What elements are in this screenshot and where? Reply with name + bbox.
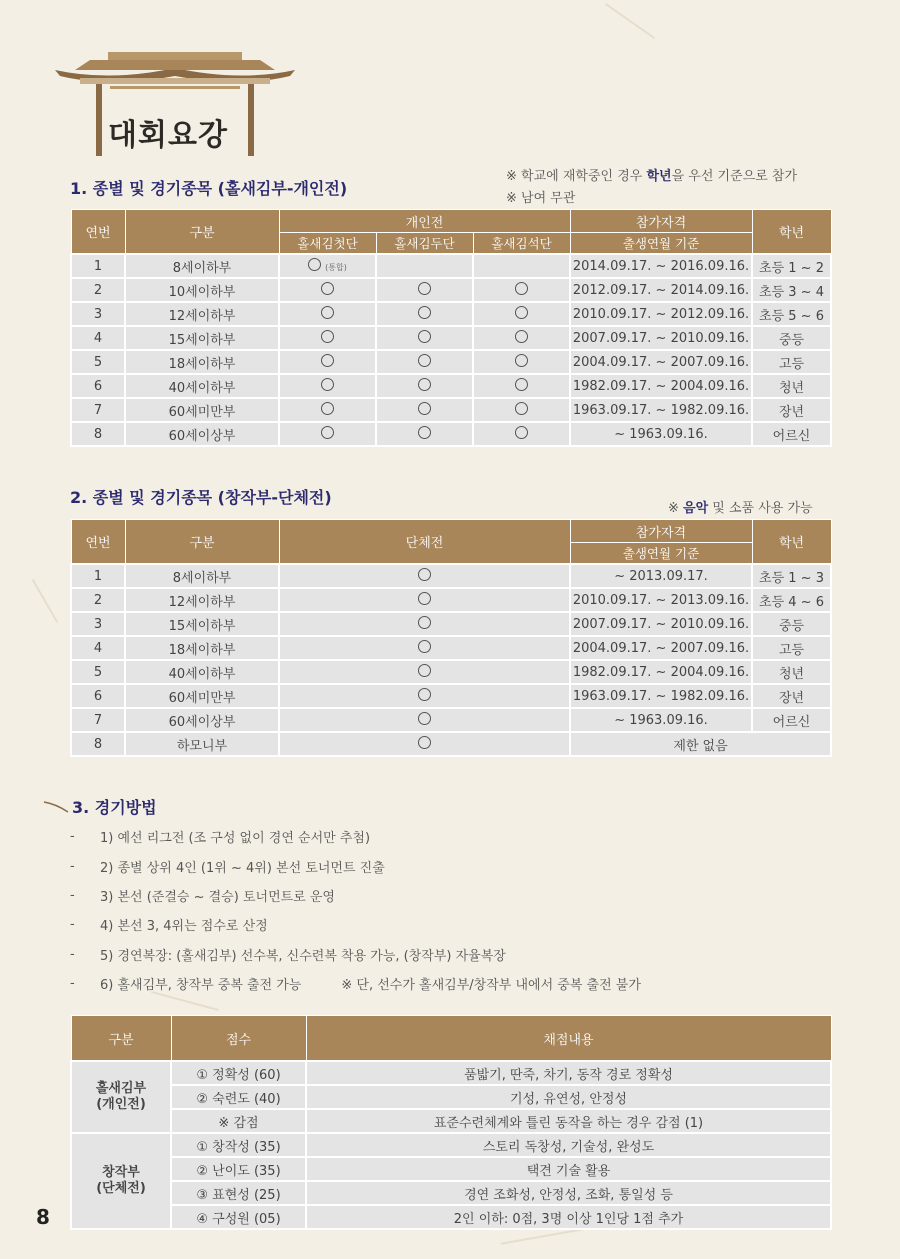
group1-label: 홀새김부 (개인전) (71, 1061, 171, 1133)
header-content: 채점내용 (306, 1016, 831, 1062)
header-individual: 개인전 (279, 210, 570, 233)
header-event2: 홀새김두단 (376, 233, 473, 255)
cell-event1 (279, 326, 376, 350)
cell-no: 2 (71, 588, 125, 612)
cell-grade: 어르신 (752, 708, 831, 732)
cell-no: 2 (71, 278, 125, 302)
cell-birth: 1963.09.17. ~ 1982.09.16. (570, 398, 752, 422)
table-row (71, 374, 831, 398)
circle-mark-icon (321, 402, 334, 415)
cell-event2 (376, 302, 473, 326)
cell-category: 18세이하부 (125, 636, 279, 660)
section1-note2: ※ 남여 무관 (506, 191, 576, 206)
cell-grade: 청년 (752, 374, 831, 398)
header-grade: 학년 (752, 520, 831, 565)
cell-team (279, 684, 570, 708)
cell-birth: ~ 1963.09.16. (570, 422, 752, 446)
cell-category: 12세이하부 (125, 588, 279, 612)
header-no: 연번 (71, 210, 125, 255)
cell-event3 (473, 398, 570, 422)
cell-event2 (376, 350, 473, 374)
cell-event2 (376, 326, 473, 350)
circle-mark-icon (321, 354, 334, 367)
cell-grade: 청년 (752, 660, 831, 684)
cell-no: 5 (71, 350, 125, 374)
section1-title: 1. 종별 및 경기종목 (홀새김부-개인전) (70, 179, 348, 198)
cell-category: 10세이하부 (125, 278, 279, 302)
cell-team (279, 588, 570, 612)
cell-event3 (473, 254, 570, 278)
cell-birth: 2004.09.17. ~ 2007.09.16. (570, 350, 752, 374)
cell-content: 스토리 독창성, 기술성, 완성도 (306, 1133, 831, 1157)
cell-content: 2인 이하: 0점, 3명 이상 1인당 1점 추가 (306, 1205, 831, 1229)
circle-mark-icon (418, 378, 431, 391)
section3-title: 3. 경기방법 (72, 798, 157, 817)
circle-mark-icon (515, 378, 528, 391)
circle-mark-icon (418, 568, 431, 581)
circle-mark-icon (321, 306, 334, 319)
cell-category: 60세이상부 (125, 708, 279, 732)
cell-no-limit: 제한 없음 (570, 732, 831, 756)
cell-event2 (376, 254, 473, 278)
header-grade: 학년 (752, 210, 831, 255)
table-row (71, 326, 831, 350)
header-score: 점수 (171, 1016, 306, 1062)
cell-event2 (376, 422, 473, 446)
table-row (71, 564, 831, 588)
cell-grade: 초등 4 ~ 6 (752, 588, 831, 612)
cell-event3 (473, 422, 570, 446)
table-row (71, 1181, 831, 1205)
cell-birth: 1963.09.17. ~ 1982.09.16. (570, 684, 752, 708)
cell-event3 (473, 374, 570, 398)
table-row (71, 1061, 831, 1085)
cell-birth: 1982.09.17. ~ 2004.09.16. (570, 374, 752, 398)
circle-mark-icon (515, 306, 528, 319)
cell-grade: 초등 3 ~ 4 (752, 278, 831, 302)
list-item: - 3) 본선 (준결승 ~ 결승) 토너먼트로 운영 (70, 887, 335, 905)
table-row (71, 636, 831, 660)
cell-category: 60세이상부 (125, 422, 279, 446)
circle-mark-icon (418, 640, 431, 653)
cell-event2 (376, 398, 473, 422)
paper-fiber (605, 3, 655, 39)
header-event3: 홀새김석단 (473, 233, 570, 255)
team-table (70, 519, 832, 757)
cell-score: ② 난이도 (35) (171, 1157, 306, 1181)
header-no: 연번 (71, 520, 125, 565)
cell-birth: 1982.09.17. ~ 2004.09.16. (570, 660, 752, 684)
list-item: - 2) 종별 상위 4인 (1위 ~ 4위) 본선 토너먼트 진출 (70, 858, 385, 876)
header-eligibility: 참가자격 (570, 520, 752, 543)
table-row (71, 1109, 831, 1133)
circle-mark-icon (418, 330, 431, 343)
cell-content: 품밟기, 딴죽, 차기, 동작 경로 정확성 (306, 1061, 831, 1085)
circle-mark-icon (418, 306, 431, 319)
table-row (71, 422, 831, 446)
header-eligibility: 참가자격 (570, 210, 752, 233)
circle-mark-icon (418, 664, 431, 677)
circle-mark-icon (515, 330, 528, 343)
table-row (71, 660, 831, 684)
cell-grade: 초등 1 ~ 3 (752, 564, 831, 588)
table-row (71, 254, 831, 278)
table-row (71, 1157, 831, 1181)
cell-score: ① 정확성 (60) (171, 1061, 306, 1085)
list-item: - 6) 홀새김부, 창작부 중복 출전 가능 ※ 단, 선수가 홀새김부/창작부 내에서 중복 출전 불가 (70, 976, 641, 994)
cell-birth: ~ 1963.09.16. (570, 708, 752, 732)
circle-mark-icon (321, 378, 334, 391)
cell-no: 7 (71, 398, 125, 422)
individual-table (70, 209, 832, 447)
method-list (70, 822, 641, 998)
cell-event1 (279, 398, 376, 422)
cell-no: 1 (71, 254, 125, 278)
cell-event2 (376, 374, 473, 398)
cell-event1 (279, 302, 376, 326)
table-row (71, 684, 831, 708)
section2-title: 2. 종별 및 경기종목 (창작부-단체전) (70, 488, 332, 507)
table-row (71, 732, 831, 756)
table-row (71, 302, 831, 326)
circle-mark-icon (418, 402, 431, 415)
circle-mark-icon (418, 736, 431, 749)
paper-fiber (32, 579, 59, 623)
cell-event3 (473, 326, 570, 350)
cell-no: 6 (71, 374, 125, 398)
table-row (71, 1085, 831, 1109)
list-item: - 5) 경연복장: (홀새김부) 선수복, 신수련복 착용 가능, (창작부) 자율복장 (70, 946, 506, 964)
cell-content: 기성, 유연성, 안정성 (306, 1085, 831, 1109)
circle-mark-icon (515, 426, 528, 439)
cell-category: 하모니부 (125, 732, 279, 756)
cell-event3 (473, 302, 570, 326)
cell-grade: 장년 (752, 398, 831, 422)
cell-grade: 장년 (752, 684, 831, 708)
circle-mark-icon (321, 330, 334, 343)
group2-label: 창작부 (단체전) (71, 1133, 171, 1229)
list-item: - 4) 본선 3, 4위는 점수로 산정 (70, 917, 268, 935)
cell-content: 표준수련체계와 틀린 동작을 하는 경우 감점 (1) (306, 1109, 831, 1133)
section2-note: ※ 음악 및 소품 사용 가능 (668, 501, 813, 516)
cell-category: 8세이하부 (125, 254, 279, 278)
circle-mark-icon (308, 258, 321, 271)
table-row (71, 278, 831, 302)
cell-grade: 고등 (752, 350, 831, 374)
header-category: 구분 (125, 520, 279, 565)
merged-label: (통합) (325, 263, 347, 272)
cell-score: ① 창작성 (35) (171, 1133, 306, 1157)
cell-grade: 중등 (752, 326, 831, 350)
cell-category: 40세이하부 (125, 660, 279, 684)
cell-team (279, 708, 570, 732)
table-row (71, 350, 831, 374)
circle-mark-icon (418, 592, 431, 605)
circle-mark-icon (515, 402, 528, 415)
cell-event2 (376, 278, 473, 302)
swoosh-decoration-icon (42, 800, 72, 814)
cell-no: 4 (71, 636, 125, 660)
header-event1: 홀새김첫단 (279, 233, 376, 255)
cell-team (279, 564, 570, 588)
cell-event1 (279, 422, 376, 446)
cell-no: 6 (71, 684, 125, 708)
header-birth: 출생연월 기준 (570, 233, 752, 255)
cell-birth: 2004.09.17. ~ 2007.09.16. (570, 636, 752, 660)
cell-no: 4 (71, 326, 125, 350)
circle-mark-icon (418, 712, 431, 725)
cell-no: 3 (71, 612, 125, 636)
cell-team (279, 732, 570, 756)
cell-birth: 2012.09.17. ~ 2014.09.16. (570, 278, 752, 302)
cell-no: 7 (71, 708, 125, 732)
cell-no: 8 (71, 422, 125, 446)
cell-grade: 고등 (752, 636, 831, 660)
cell-score: ② 숙련도 (40) (171, 1085, 306, 1109)
cell-category: 12세이하부 (125, 302, 279, 326)
cell-category: 40세이하부 (125, 374, 279, 398)
circle-mark-icon (321, 282, 334, 295)
header-category: 구분 (71, 1016, 171, 1062)
page-number: 8 (36, 1205, 50, 1229)
scoring-table (70, 1015, 832, 1230)
cell-birth: 2007.09.17. ~ 2010.09.16. (570, 326, 752, 350)
circle-mark-icon (418, 616, 431, 629)
cell-category: 60세미만부 (125, 684, 279, 708)
circle-mark-icon (418, 282, 431, 295)
cell-birth: 2014.09.17. ~ 2016.09.16. (570, 254, 752, 278)
cell-event1 (279, 350, 376, 374)
cell-category: 8세이하부 (125, 564, 279, 588)
cell-team (279, 660, 570, 684)
table-row (71, 1205, 831, 1229)
cell-event3 (473, 350, 570, 374)
cell-event3 (473, 278, 570, 302)
cell-birth: 2010.09.17. ~ 2013.09.16. (570, 588, 752, 612)
circle-mark-icon (321, 426, 334, 439)
header-birth: 출생연월 기준 (570, 543, 752, 565)
cell-category: 15세이하부 (125, 612, 279, 636)
cell-no: 8 (71, 732, 125, 756)
cell-grade: 초등 5 ~ 6 (752, 302, 831, 326)
table-row (71, 612, 831, 636)
cell-birth: 2007.09.17. ~ 2010.09.16. (570, 612, 752, 636)
cell-event1 (279, 374, 376, 398)
cell-category: 60세미만부 (125, 398, 279, 422)
list-item: - 1) 예선 리그전 (조 구성 없이 경연 순서만 추첨) (70, 829, 371, 847)
table-row (71, 1133, 831, 1157)
circle-mark-icon (515, 282, 528, 295)
cell-team (279, 636, 570, 660)
cell-content: 택견 기술 활용 (306, 1157, 831, 1181)
cell-content: 경연 조화성, 안정성, 조화, 통일성 등 (306, 1181, 831, 1205)
circle-mark-icon (418, 688, 431, 701)
header-team: 단체전 (279, 520, 570, 565)
cell-no: 3 (71, 302, 125, 326)
table-row (71, 398, 831, 422)
cell-score: ④ 구성원 (05) (171, 1205, 306, 1229)
cell-team (279, 612, 570, 636)
circle-mark-icon (418, 426, 431, 439)
cell-no: 5 (71, 660, 125, 684)
circle-mark-icon (418, 354, 431, 367)
cell-birth: 2010.09.17. ~ 2012.09.16. (570, 302, 752, 326)
circle-mark-icon (515, 354, 528, 367)
section1-note1: ※ 학교에 재학중인 경우 학년을 우선 기준으로 참가 (506, 169, 797, 184)
header-category: 구분 (125, 210, 279, 255)
cell-score: ※ 감점 (171, 1109, 306, 1133)
cell-event1 (279, 278, 376, 302)
cell-grade: 어르신 (752, 422, 831, 446)
cell-grade: 중등 (752, 612, 831, 636)
cell-birth: ~ 2013.09.17. (570, 564, 752, 588)
cell-category: 18세이하부 (125, 350, 279, 374)
item6-note: ※ 단, 선수가 홀새김부/창작부 내에서 중복 출전 불가 (341, 978, 641, 994)
cell-no: 1 (71, 564, 125, 588)
cell-category: 15세이하부 (125, 326, 279, 350)
table-row (71, 588, 831, 612)
cell-event1 (279, 254, 376, 278)
page-title: 대회요강 (108, 118, 228, 153)
cell-grade: 초등 1 ~ 2 (752, 254, 831, 278)
cell-score: ③ 표현성 (25) (171, 1181, 306, 1205)
table-row (71, 708, 831, 732)
